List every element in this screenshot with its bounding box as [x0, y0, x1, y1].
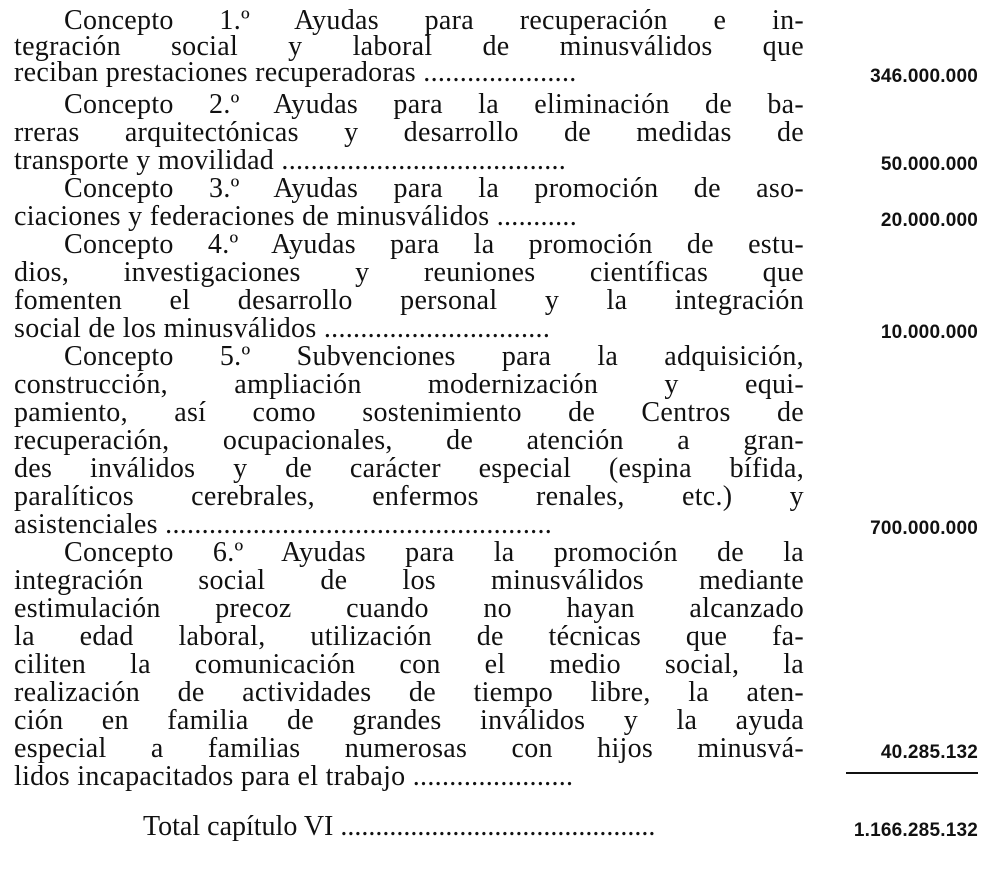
total-amount: 1.166.285.132	[853, 820, 978, 841]
concepto-2-line-2: rreras arquitectónicas y desarrollo de medidas de	[14, 117, 804, 148]
concepto-4-amount: 10.000.000	[880, 322, 978, 343]
concepto-3-line-2: ciaciones y federaciones de minusválidos ...........	[14, 202, 577, 232]
concepto-6-line-7: ción en familia de grandes inválidos y la ayuda	[14, 705, 804, 736]
concepto-5-line-5: des inválidos y de carácter especial (espina bífida,	[14, 453, 804, 484]
concepto-6-amount: 40.285.132	[880, 742, 978, 763]
concepto-2-amount: 50.000.000	[880, 154, 978, 175]
concepto-1-line-1: Concepto 1.º Ayudas para recuperación e in-	[64, 5, 804, 36]
total-label: Total capítulo VI .............................................	[143, 812, 656, 842]
concepto-4-line-2: dios, investigaciones y reuniones científicas que	[14, 257, 804, 288]
concepto-6-line-2: integración social de los minusválidos mediante	[14, 565, 804, 596]
concepto-6-line-4: la edad laboral, utilización de técnicas que fa-	[14, 621, 804, 652]
concepto-4-line-1: Concepto 4.º Ayudas para la promoción de estu-	[64, 229, 804, 260]
concepto-6-line-5: ciliten la comunicación con el medio social, la	[14, 649, 804, 680]
concepto-5-amount: 700.000.000	[870, 518, 978, 539]
concepto-6-line-9: lidos incapacitados para el trabajo ......................	[14, 762, 574, 792]
concepto-6-line-8: especial a familias numerosas con hijos minusvá-	[14, 733, 804, 764]
concepto-5-line-2: construcción, ampliación modernización y equi-	[14, 369, 804, 400]
concepto-4-line-4: social de los minusválidos ...............................	[14, 314, 551, 344]
concepto-5-line-4: recuperación, ocupacionales, de atención a gran-	[14, 425, 804, 456]
concepto-5-line-7: asistenciales .....................................................	[14, 510, 553, 540]
concepto-5-line-3: pamiento, así como sostenimiento de Centros de	[14, 397, 804, 428]
sum-rule	[846, 772, 978, 774]
concepto-3-amount: 20.000.000	[880, 210, 978, 231]
concepto-6-line-6: realización de actividades de tiempo libre, la aten-	[14, 677, 804, 708]
concepto-6-line-3: estimulación precoz cuando no hayan alcanzado	[14, 593, 804, 624]
concepto-4-line-3: fomenten el desarrollo personal y la integración	[14, 285, 804, 316]
concepto-2-line-3: transporte y movilidad .......................................	[14, 146, 567, 176]
concepto-2-line-1: Concepto 2.º Ayudas para la eliminación de ba-	[64, 89, 804, 120]
concepto-1-line-2: tegración social y laboral de minusválidos que	[14, 31, 804, 62]
concepto-1-line-3: reciban prestaciones recuperadoras .....................	[14, 58, 577, 88]
concepto-5-line-1: Concepto 5.º Subvenciones para la adquisición,	[64, 341, 804, 372]
concepto-6-line-1: Concepto 6.º Ayudas para la promoción de la	[64, 537, 804, 568]
concepto-1-amount: 346.000.000	[870, 66, 978, 87]
concepto-3-line-1: Concepto 3.º Ayudas para la promoción de aso-	[64, 173, 804, 204]
concepto-5-line-6: paralíticos cerebrales, enfermos renales, etc.) y	[14, 481, 804, 512]
